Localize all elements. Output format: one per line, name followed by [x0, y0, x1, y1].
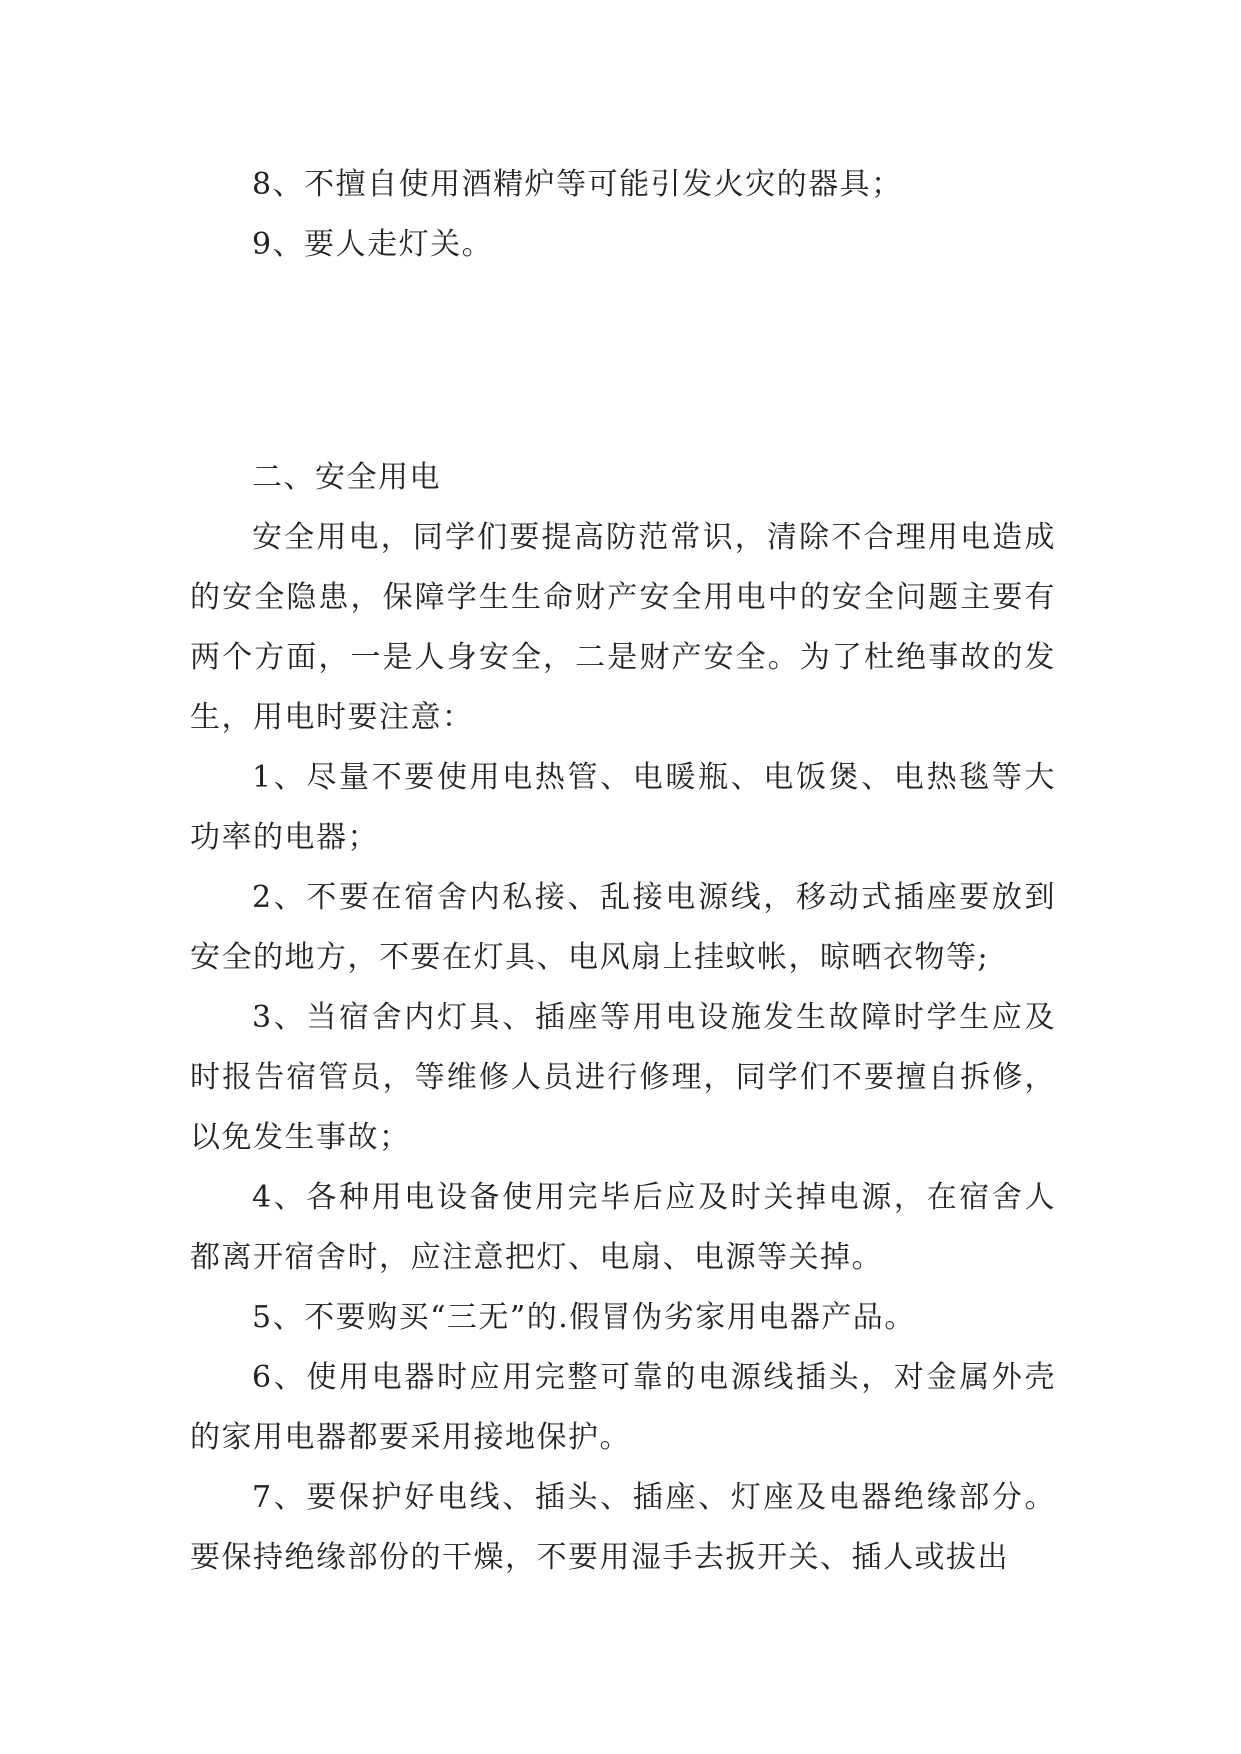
- section-intro: 安全用电，同学们要提高防范常识，清除不合理用电造成的安全隐患，保障学生生命财产安全用电中的安全问题主要有两个方面，一是人身安全，二是财产安全。为了杜绝事故的发生，用电时要注意：: [190, 520, 1056, 735]
- section-heading: 二、安全用电: [252, 460, 441, 495]
- list-item-5: 5、不要购买“三无”的.假冒伪劣家用电器产品。: [252, 1300, 916, 1335]
- list-item-3: 3、当宿舍内灯具、插座等用电设施发生故障时学生应及时报告宿管员，等维修人员进行修理，同学们不要擅自拆修，以免发生事故；: [190, 1000, 1056, 1155]
- top-list: [190, 155, 1056, 275]
- list-item-8: 8、不擅自使用酒精炉等可能引发火灾的器具；: [252, 167, 903, 202]
- section-electric-safety: [190, 448, 1056, 1588]
- list-item-2: 2、不要在宿舍内私接、乱接电源线，移动式插座要放到安全的地方，不要在灯具、电风扇上挂蚊帐，晾晒衣物等;: [190, 880, 1056, 975]
- list-item-7: 7、要保护好电线、插头、插座、灯座及电器绝缘部分。要保持绝缘部份的干燥，不要用湿手去扳开关、插人或拔出: [190, 1480, 1056, 1575]
- list-item-6: 6、使用电器时应用完整可靠的电源线插头，对金属外壳的家用电器都要采用接地保护。: [190, 1360, 1056, 1455]
- list-item-4: 4、各种用电设备使用完毕后应及时关掉电源，在宿舍人都离开宿舍时，应注意把灯、电扇、电源等关掉。: [190, 1180, 1056, 1275]
- list-item-9: 9、要人走灯关。: [252, 227, 494, 262]
- list-item-1: 1、尽量不要使用电热管、电暖瓶、电饭煲、电热毯等大功率的电器；: [190, 760, 1056, 855]
